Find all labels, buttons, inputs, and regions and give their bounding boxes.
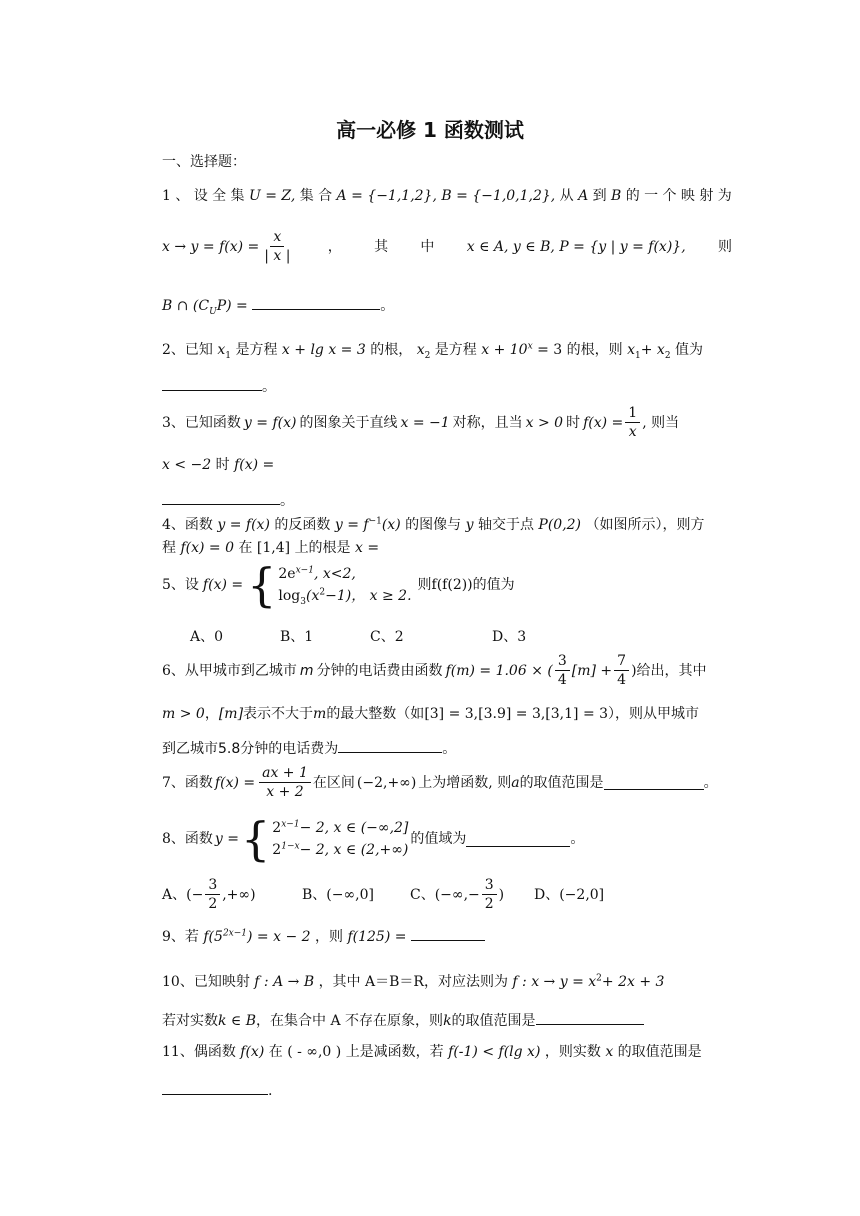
q6-line3: 到乙城市5.8分钟的电话费为 。 xyxy=(162,738,732,759)
q11-line1: 11、偶函数 f(x) 在 ( - ∞,0 ) 上是减函数，若 f(-1) < f(lg x) ，则实数 x 的取值范围是 xyxy=(162,1044,702,1060)
answer-blank[interactable] xyxy=(466,832,570,847)
q2-line2: 。 xyxy=(162,376,732,397)
q2-line1: 2、已知 $x_1$ 是方程 x + lg x = 3 的根， $x_2$ 是方程 $x + 10^x = 3$ 的根，则 $x_1+ x_2$ 值为 xyxy=(162,341,704,361)
section-heading: 一、选择题： xyxy=(162,154,246,170)
option-a[interactable]: A、0 xyxy=(190,629,224,645)
q10-line2: 若对实数k ∈ B，在集合中 A 不存在原象，则k的取值范围是 xyxy=(162,1010,732,1031)
option-b[interactable]: B、(−∞,0] xyxy=(302,886,374,903)
q1-line2: x → y = f(x) = $\frac{x}{| x |}$ ， 其 中 x ∈ A, y ∈ B, P = {y | y = f(x)}, 则 xyxy=(162,229,732,264)
brace-icon: { xyxy=(241,812,271,866)
answer-blank[interactable] xyxy=(604,775,704,790)
q6-line1: 6、从甲城市到乙城市 m 分钟的电话费由函数 f(m) = 1.06 × ( $\frac{3}{4}$ [m] + $\frac{7}{4}$ ) 给出，其中 xyxy=(162,653,707,688)
q6-line2: m > 0，[m]表示不大于m的最大整数（如[3] = 3,[3.9] = 3,[3,1] = 3），则从甲城市 xyxy=(162,706,700,722)
answer-blank[interactable] xyxy=(252,295,380,310)
q4-line2: 程 f(x) = 0 在 [1,4] 上的根是 x = xyxy=(162,540,380,556)
q8-piecewise: { $2^{x-1}- 2$, x ∈ (−∞,2] $2^{1-x}- 2$, x ∈ (2,+∞) xyxy=(241,812,409,866)
q3-line2: x < −2 时 f(x) = xyxy=(162,457,275,473)
option-c[interactable]: C、2 xyxy=(370,629,404,645)
q3-fraction: $\frac{1}{x}$ xyxy=(625,404,640,441)
q3-line1: 3、已知函数 y = f(x) 的图象关于直线 x = −1 对称，且当 x > 0 时 f(x) = $\frac{1}{x}$ , 则当 xyxy=(162,405,680,440)
q10-line1: 10、已知映射 f : A → B ，其中 A＝B＝R，对应法则为 f : $x \to y = x^2+ 2x + 3$ xyxy=(162,973,665,990)
q5-line1: 5、设 f(x) = { $2e^{x-1}$, x<2, $\log_3(x^2-1)$， x ≥ 2. 则f(f(2))的值为 xyxy=(162,558,515,612)
option-a[interactable]: A、(− $\frac{3}{2}$ ,+∞) xyxy=(162,877,256,912)
q5-piecewise: { $2e^{x-1}$, x<2, $\log_3(x^2-1)$， x ≥ 2. xyxy=(247,558,412,612)
brace-icon: { xyxy=(247,558,277,612)
q7-line1: 7、函数 f(x) = $\frac{ax + 1}{x + 2}$ 在区间 (−2,+∞) 上为增函数, 则 a 的取值范围是 。 xyxy=(162,765,718,800)
answer-blank[interactable] xyxy=(162,1080,268,1095)
option-b[interactable]: B、1 xyxy=(280,629,314,645)
answer-blank[interactable] xyxy=(411,926,485,941)
q1-fraction: $\frac{x}{| x |}$ xyxy=(264,229,291,264)
q1-line3: B ∩ $(C_UP)$ = 。 xyxy=(162,295,732,316)
q5-options xyxy=(190,626,572,646)
q9-line1: 9、若 $f(5^{2x-1}) = x - 2$ ，则 f(125) = xyxy=(162,926,732,947)
option-c[interactable]: C、(−∞,− $\frac{3}{2}$ ) xyxy=(410,877,505,912)
answer-blank[interactable] xyxy=(162,490,280,505)
q4-line1: 4、函数 y = f(x) 的反函数 $y = f^{-1}(x)$ 的图像与 y 轴交于点 P(0,2) （如图所示），则方 xyxy=(162,516,705,533)
answer-blank[interactable] xyxy=(536,1010,644,1025)
q8-line1: 8、函数 y = { $2^{x-1}- 2$, x ∈ (−∞,2] $2^{1-x}- 2$, x ∈ (2,+∞) 的值域为 。 xyxy=(162,812,585,866)
q8-options xyxy=(162,876,732,913)
page-title: 高一必修 1 函数测试 xyxy=(336,118,524,142)
q11-line2: . xyxy=(162,1080,732,1101)
answer-blank[interactable] xyxy=(162,376,262,391)
answer-blank[interactable] xyxy=(338,738,442,753)
option-d[interactable]: D、(−2,0] xyxy=(534,886,605,903)
option-d[interactable]: D、3 xyxy=(492,629,527,645)
q3-line3: 。 xyxy=(162,490,732,511)
q1-line1: 1 、 设 全 集 U = Z, 集 合 A = {−1,1,2}, B = {−1,0,1,2}, 从 A 到 B 的 一 个 映 射 为 xyxy=(162,188,732,204)
